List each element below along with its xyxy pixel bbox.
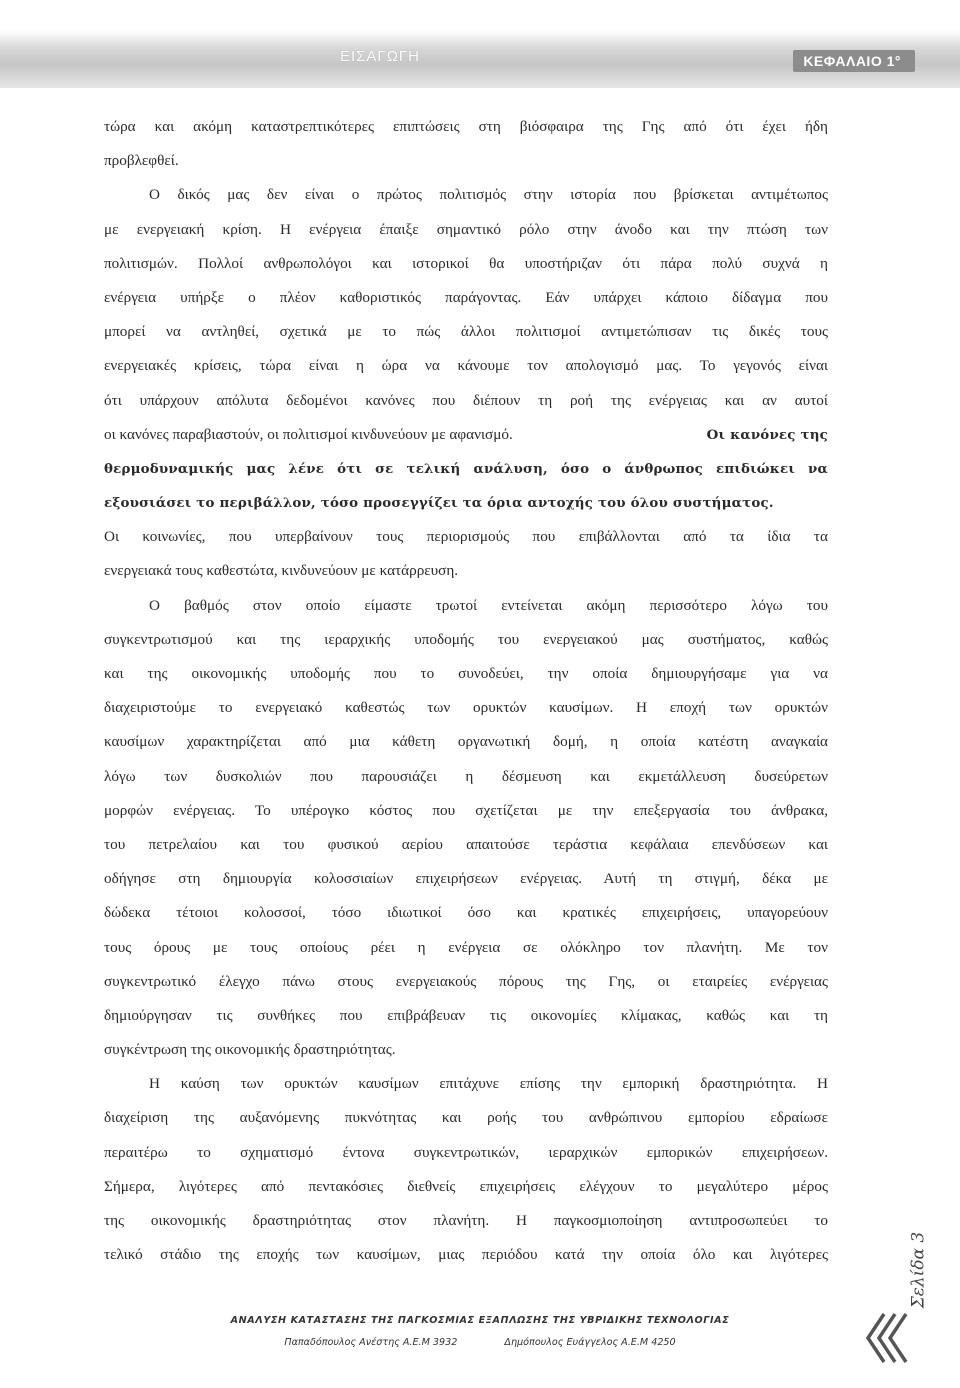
text-line: τώρα και ακόμη καταστρεπτικότερες επιπτώσεις στη βιόσφαιρα της Γης από ότι έχει ήδη bbox=[104, 118, 828, 135]
text-line: μπορεί να αντληθεί, σχετικά με το πώς άλλοι πολιτισμοί αντιμετώπισαν τις δικές τους bbox=[104, 323, 828, 341]
text-segment: οι κανόνες παραβιαστούν, οι πολιτισμοί κινδυνεύουν με αφανισμό. bbox=[104, 425, 513, 443]
bold-text-line: θερμοδυναμικής μας λένε ότι σε τελική ανάλυση, όσο ο άνθρωπος επιδιώκει να bbox=[104, 460, 828, 477]
author-1: Παπαδόπουλος Ανέστης Α.Ε.Μ 3932 bbox=[284, 1337, 458, 1348]
page-indicator bbox=[862, 1220, 929, 1380]
text-line: περαιτέρω το σχηματισμό έντονα συγκεντρωτικών, ιεραρχικών εμπορικών επιχειρήσεων. bbox=[104, 1143, 828, 1161]
text-line: δώδεκα τέτοιοι κολοσσοί, τόσο ιδιωτικοί όσο και κρατικές επιχειρήσεις, υπαγορεύουν bbox=[104, 904, 828, 922]
text-line: τελικό στάδιο της εποχής των καυσίμων, μιας περιόδου κατά την οποία όλο και λιγότερες bbox=[104, 1246, 828, 1264]
text-line: ενέργεια υπήρξε ο πλέον καθοριστικός παράγοντας. Εάν υπάρχει κάποιο δίδαγμα που bbox=[104, 288, 828, 306]
text-line: Οι κοινωνίες, που υπερβαίνουν τους περιορισμούς που επιβάλλονται από τα ίδια τα bbox=[104, 528, 828, 546]
bold-text-segment: Οι κανόνες της bbox=[706, 426, 828, 443]
text-line: τους όρους με τους οποίους ρέει η ενέργεια σε ολόκληρο τον πλανήτη. Με τον bbox=[104, 938, 828, 956]
text-line: πολιτισμών. Πολλοί ανθρωπολόγοι και ιστορικοί θα υποστήριζαν ότι πάρα πολύ συχνά η bbox=[104, 254, 828, 272]
text-line: Ο δικός μας δεν είναι ο πρώτος πολιτισμός στην ιστορία που βρίσκεται αντιμέτωπος bbox=[149, 186, 828, 204]
text-line: συγκεντρωτικό έλεγχο πάνω στους ενεργειακούς πόρους της Γης, οι εταιρείες ενέργειας bbox=[104, 972, 828, 990]
page-footer bbox=[150, 1312, 810, 1352]
text-line: Η καύση των ορυκτών καυσίμων επιτάχυνε επίσης την εμπορική δραστηριότητα. Η bbox=[149, 1075, 828, 1093]
text-line: με ενεργειακή κρίση. Η ενέργεια έπαιξε σημαντικό ρόλο στην άνοδο και την πτώση των bbox=[104, 220, 828, 238]
section-title: ΕΙΣΑΓΩΓΗ bbox=[339, 48, 421, 65]
chapter-badge bbox=[793, 50, 915, 72]
body-text bbox=[104, 110, 828, 1272]
text-line: καυσίμων χαρακτηρίζεται από μια κάθετη οργανωτική δομή, η οποία κατέστη αναγκαία bbox=[104, 733, 828, 751]
text-line: λόγω των δυσκολιών που παρουσιάζει η δέσμευση και εκμετάλλευση δυσεύρετων bbox=[104, 767, 828, 785]
page-number-label: Σελίδα 3 bbox=[908, 1231, 929, 1309]
text-line: ότι υπάρχουν απόλυτα δεδομένοι κανόνες που διέπουν τη ροή της ενέργειας και αν αυτοί bbox=[104, 391, 828, 409]
footer-title: ΑΝΑΛΥΣΗ ΚΑΤΑΣΤΑΣΗΣ ΤΗΣ ΠΑΓΚΟΣΜΙΑΣ ΕΞΑΠΛΩΣΗΣ ΤΗΣ ΥΒΡΙΔΙΚΗΣ ΤΕΧΝΟΛΟΓΙΑΣ bbox=[230, 1315, 730, 1326]
author-2: Δημόπουλος Ευάγγελος Α.Ε.Μ 4250 bbox=[504, 1337, 676, 1348]
text-line: του πετρελαίου και του φυσικού αερίου απαιτούσε τεράστια κεφάλαια επενδύσεων και bbox=[104, 835, 828, 853]
text-line: οδήγησε στη δημιουργία κολοσσιαίων επιχειρήσεων ενέργειας. Αυτή τη στιγμή, δέκα με bbox=[104, 870, 828, 888]
text-line: μορφών ενέργειας. Το υπέρογκο κόστος που σχετίζεται με την επεξεργασία του άνθρακα, bbox=[104, 801, 828, 819]
text-line: ενεργειακά τους καθεστώτα, κινδυνεύουν με κατάρρευση. bbox=[104, 562, 459, 580]
text-line: της οικονομικής δραστηριότητας στον πλανήτη. Η παγκοσμιοποίηση αντιπροσωπεύει το bbox=[104, 1212, 828, 1229]
triple-chevron-left-icon[interactable] bbox=[864, 1308, 910, 1368]
text-line: και της οικονομικής υποδομής που το συνοδεύει, την οποία δημιουργήσαμε για να bbox=[104, 665, 828, 682]
page-header bbox=[0, 30, 960, 88]
text-line: δημιούργησαν τις συνθήκες που επιβράβευαν τις οικονομίες κλίμακας, καθώς και τη bbox=[104, 1006, 828, 1024]
chapter-label: ΚΕΦΑΛΑΙΟ 1° bbox=[803, 53, 901, 69]
text-line: Ο βαθμός στον οποίο είμαστε τρωτοί εντείνεται ακόμη περισσότερο λόγω του bbox=[149, 596, 828, 614]
text-line: διαχείριση της αυξανόμενης πυκνότητας και ροής του ανθρώπινου εμπορίου εδραίωσε bbox=[104, 1109, 828, 1127]
bold-text-line: εξουσιάσει το περιβάλλον, τόσο προσεγγίζει τα όρια αντοχής του όλου συστήματος. bbox=[104, 495, 774, 512]
text-line bbox=[104, 418, 828, 452]
text-line: ενεργειακές κρίσεις, τώρα είναι η ώρα να κάνουμε τον απολογισμό μας. Το γεγονός είναι bbox=[104, 357, 828, 375]
text-line: προβλεφθεί. bbox=[104, 152, 179, 170]
text-line: συγκέντρωση της οικονομικής δραστηριότητας. bbox=[104, 1041, 396, 1059]
text-line: διαχειριστούμε το ενεργειακό καθεστώς των ορυκτών καυσίμων. Η εποχή των ορυκτών bbox=[104, 699, 828, 717]
text-line: Σήμερα, λιγότερες από πεντακόσιες διεθνείς επιχειρήσεις ελέγχουν το μεγαλύτερο μέρος bbox=[104, 1177, 828, 1195]
footer-authors bbox=[150, 1334, 810, 1352]
text-line: συγκεντρωτισμού και της ιεραρχικής υποδομής του ενεργειακού μας συστήματος, καθώς bbox=[104, 630, 828, 648]
